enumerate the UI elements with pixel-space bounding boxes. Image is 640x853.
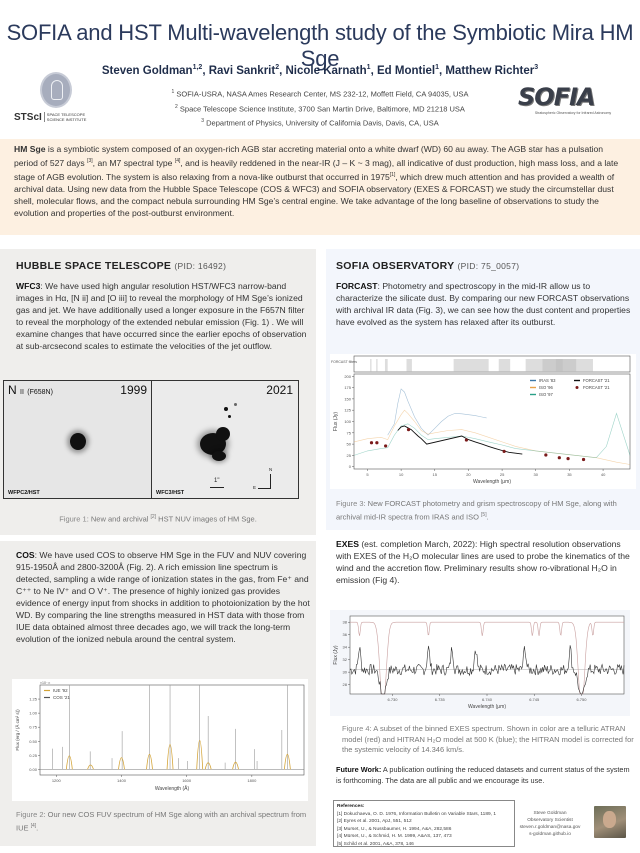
author-affil: 1,2: [192, 64, 203, 71]
x-tick-label: 6.735: [434, 697, 445, 702]
contact-email[interactable]: steven.r.goldman@nasa.gov: [519, 825, 581, 830]
reference-item: [3] Murset, U., & Nussbaumer, H. 1994, A&A, 282,586: [337, 826, 452, 832]
instrument-label: WFPC2/HST: [8, 490, 40, 496]
y-tick-label: 150: [344, 396, 351, 402]
x-tick-label: 5: [366, 472, 369, 477]
y-tick-label: 32: [342, 657, 347, 663]
reference-item: [1] Dokuchaeva, O. D. 1976, Information Bulletin on Variable Stars, 1189, 1: [337, 811, 497, 817]
contact-name: Steve Goldman: [533, 811, 567, 816]
iue-emission-line: [88, 765, 94, 769]
forcast-filter-band: [407, 359, 412, 372]
forcast-photometry-point: [407, 428, 410, 431]
legend-marker: [576, 386, 579, 389]
legend-label: FORCAST '21: [583, 378, 610, 383]
references-box: [333, 800, 515, 847]
compass-east-label: E: [253, 485, 257, 490]
author-list: Steven Goldman$^{1,2}$, Ravi Sankrit$^2$, Nicole Karnath$^1$, Ed Montiel$^1$, Matthew Richter$^3$: [101, 64, 539, 77]
hst-panel: [0, 249, 316, 535]
plot-frame: [40, 685, 304, 775]
sofia-section-title: SOFIA OBSERVATORY (PID: 75_0057): [336, 260, 520, 272]
author: Ed Montiel: [376, 64, 436, 77]
forcast-filter-band: [376, 359, 377, 372]
author: Steven Goldman: [101, 64, 193, 77]
y-scale-note: ×10⁻¹²: [40, 681, 51, 685]
sofia-wordmark: SOFIA: [518, 83, 595, 111]
y-tick-label: 28: [342, 682, 347, 688]
forcast-photometry-point: [582, 458, 585, 461]
filter-panel-label: FORCAST filters: [331, 360, 357, 364]
author-affil: 1: [366, 64, 371, 71]
y-tick-label: 36: [342, 632, 347, 638]
sofia-tagline: Stratospheric Observatory for Infrared Astronomy: [534, 111, 612, 115]
y-tick-label: 0.75: [29, 724, 37, 730]
forcast-filter-band: [454, 359, 489, 372]
exes-spectrum-plot: [330, 610, 630, 716]
intro-paragraph: HM Sge is a symbiotic system composed of an oxygen-rich AGB star accreting material onto a white dwarf (WD) 60 au away. The AGB star has a pulsation period of 527 days [3], an M7 spectral type [4], and is heavily reddened in the near-IR (J – K ~ 3 mag), all indicative of dust production, high mass loss, and a late stage of AGB evolution. The system is also relaxing from a nova-like outburst that occurred in 1975[1], which drew much attention and has provided a wealth of archival data. Using new data from the Hubble Space Telescope (COS & WFC3) and SOFIA observatory (EXES & FORCAST) we study the circumstellar dust shell, molecular flows, and the compact nebula surrounding HM Sge’s central engine. We take advantage of the long baseline of observations to study the evolution and properties of the post-outburst environment.: [0, 139, 640, 235]
y-axis-label: Flux (Jy): [333, 645, 339, 665]
author-affil: 1: [435, 64, 440, 71]
y-tick-label: 200: [344, 373, 351, 379]
y-tick-label: 1.00: [29, 710, 37, 716]
exes-panel: [326, 536, 640, 798]
x-tick-label: 10: [398, 472, 404, 477]
sofia-panel: [326, 249, 640, 530]
y-tick-label: 50: [346, 441, 351, 447]
x-axis-label: Wavelength (Å): [154, 786, 190, 792]
cos-paragraph: COS: We have used COS to observe HM Sge in the FUV and NUV covering 915-1950Å and 2800-3200Å (Fig. 2). A rich emission line spectrum is detected, sampling a wide range of ionization states in the gas, from Fe⁺ and C⁺⁺ to Ne IV⁺ and O V⁺. The presence of highly ionized gas provides evidence of energy input from shocks in addition to photoionization by the hot WD. By comparing the line strengths measured in HST data with those from IUE data obtained almost three decades ago, we will track the long-term evolution of the ionized nebula around the central system.: [16, 550, 310, 644]
forcast-photometry-point: [566, 457, 569, 460]
y-tick-label: 25: [346, 452, 351, 458]
x-tick-label: 6.745: [529, 697, 540, 702]
contact-website[interactable]: s-goldman.github.io: [529, 832, 571, 837]
compass-east-arrow: [258, 488, 271, 489]
x-tick-label: 6.740: [481, 697, 493, 702]
reference-item: [2] Eyres et al. 2001, ApJ, 551, 512: [337, 819, 412, 824]
y-tick-label: 0: [348, 464, 351, 470]
y-tick-label: 175: [344, 385, 351, 391]
image-1999: N II (F658N) 1999 WFPC2/HST: [3, 380, 153, 499]
author: Ravi Sankrit: [208, 64, 276, 77]
author-affil: 2: [275, 64, 280, 71]
x-axis-label: Wavelength (μm): [468, 704, 506, 710]
forcast-photometry-point: [375, 441, 378, 444]
y-tick-label: 75: [346, 430, 351, 436]
y-tick-label: 30: [342, 669, 347, 675]
scale-bar-label: 1": [214, 478, 220, 484]
affiliation: $^1$ SOFIA-USRA, NASA Ames Research Center, MS 232-12, Moffett Field, CA 94035, USA: [171, 89, 469, 99]
compass-north-label: N: [269, 467, 273, 472]
reference-item: [5] Schild et al. 2001, A&A, 378, 146: [337, 841, 414, 847]
x-tick-label: 1800: [247, 778, 257, 783]
y-tick-label: 100: [344, 419, 351, 424]
x-tick-label: 1400: [117, 778, 126, 783]
forcast-photometry-point: [503, 450, 506, 453]
stsci-logo: STScI SPACE TELESCOPE SCIENCE INSTITUTE: [14, 72, 94, 126]
stsci-seal-icon: [40, 72, 72, 108]
figure-3-chart: [330, 354, 636, 489]
forcast-photometry-point: [544, 453, 547, 456]
instrument-label: WFC3/HST: [156, 490, 185, 496]
figure-2-caption: Figure 2: Our new COS FUV spectrum of HM Sge along with an archival spectrum from IUE [4].: [16, 810, 307, 832]
sofia-logo: [518, 85, 628, 119]
y-tick-label: 125: [344, 407, 351, 413]
affiliation: $^3$ Department of Physics, University of California Davis, Davis, CA, USA: [201, 118, 439, 128]
forcast-photometry-point: [370, 441, 373, 444]
figure-4-chart: [330, 610, 630, 716]
x-tick-label: 30: [533, 472, 538, 477]
x-tick-label: 20: [466, 472, 471, 477]
references-heading: References:: [337, 804, 365, 809]
figure-2-chart: [12, 679, 308, 801]
stsci-abbr: STScI: [14, 112, 42, 123]
series-line-0: [388, 389, 487, 435]
author-affil: 3: [534, 64, 539, 71]
hst-section-title: HUBBLE SPACE TELESCOPE (PID: 16492): [16, 260, 227, 272]
x-tick-label: 40: [600, 472, 606, 477]
x-tick-label: 1600: [182, 778, 192, 783]
y-tick-label: 0.50: [29, 738, 37, 744]
year-label: 1999: [120, 383, 147, 397]
forcast-filter-band: [370, 359, 371, 372]
plot-frame: [350, 616, 624, 694]
legend-label: FORCAST '21: [583, 385, 610, 390]
x-tick-label: 15: [432, 472, 438, 477]
x-tick-label: 6.750: [576, 697, 587, 702]
series-line-2: [354, 413, 630, 457]
author: Nicole Karnath: [285, 64, 367, 77]
forcast-photometry-point: [384, 444, 387, 447]
legend-label: IUE '92: [53, 688, 68, 693]
compass-north-arrow: [270, 474, 271, 489]
poster-title: SOFIA and HST Multi-wavelength study of the Symbiotic Mira HM Sge: [6, 20, 634, 71]
author: Matthew Richter: [445, 64, 535, 77]
y-tick-label: 34: [342, 644, 347, 650]
cos-panel: [0, 541, 316, 846]
x-tick-label: 35: [567, 472, 572, 477]
exes-paragraph: EXES (est. completion March, 2022): High spectral resolution observations with EXES of the H₂O molecular lines are used to probe the kinematics of the wind and the accretion flow. Preliminary results show ro-vibrational H₂O in emission (Fig 4).: [336, 539, 630, 585]
y-tick-label: 1.25: [29, 696, 37, 702]
y-axis-label: Flux (Jy): [333, 411, 339, 432]
contact-info: [515, 810, 585, 838]
scale-bar: [210, 487, 224, 488]
author-photo: [594, 806, 626, 838]
y-tick-label: 38: [342, 619, 347, 625]
reference-item: [4] Mürset, U., & Schmid, H. M. 1999, A&AS, 137, 473: [337, 834, 452, 839]
legend-label: IRAS '83: [539, 378, 556, 383]
y-tick-label: 0.00: [29, 766, 37, 772]
contact-role: Observatory Scientist: [527, 818, 573, 823]
year-label: 2021: [266, 383, 293, 397]
forcast-sed-plot: [330, 354, 636, 489]
image-2021: [151, 380, 299, 499]
x-tick-label: 1200: [51, 778, 61, 783]
figure-3-caption: Figure 3: New FORCAST photometry and grism spectroscopy of HM Sge, along with archival mid-IR spectra from IRAS and ISO [5].: [336, 499, 617, 521]
y-axis-label: Flux (erg / (Å cm² s)): [15, 709, 20, 751]
cos-spectrum-plot: [12, 679, 308, 801]
x-axis-label: Wavelength (μm): [473, 479, 511, 485]
y-tick-label: 0.25: [29, 752, 37, 758]
affiliation: $^2$ Space Telescope Science Institute, 3700 San Martin Drive, Baltimore, MD 21218 USA: [175, 103, 465, 113]
forcast-filter-band: [385, 359, 388, 372]
legend-label: COS '21: [53, 695, 70, 700]
x-tick-label: 25: [499, 472, 505, 477]
iue-emission-line: [118, 758, 124, 770]
figure-4-caption: Figure 4: A subset of the binned EXES spectrum. Shown in color are a telluric ATRAN model (red) and HITRAN H₂O model at 500 K (blue); the HITRAN model is corrected for the systemic velocity of 14.346 km/s.: [342, 724, 634, 754]
affiliations: [130, 86, 510, 130]
forcast-filter-band: [556, 359, 593, 372]
x-tick-label: 6.730: [387, 697, 398, 702]
legend-label: ISO '97: [539, 392, 553, 397]
forcast-paragraph: FORCAST: Photometry and spectroscopy in the mid-IR allow us to characterize the silicate dust. By comparing our new FORCAST observations with archival IR data (Fig. 3), we can see how the dust content and properties have evolved as the system has relaxed after its outburst.: [336, 281, 631, 327]
forcast-photometry-point: [465, 438, 468, 441]
forcast-filter-band: [499, 359, 510, 372]
figure-1-caption: Figure 1: New and archival [2] HST NUV images of HM Sge.: [59, 514, 257, 524]
future-work: Future Work: A publication outlining the reduced datasets and current status of the system is forthcoming. The data are all public and we encourage its use.: [336, 765, 630, 785]
forcast-photometry-point: [558, 456, 561, 459]
legend-label: ISO '96: [539, 385, 553, 390]
wfc3-paragraph: WFC3: We have used high angular resolution HST/WFC3 narrow-band images in Hα, [N ii] and [O iii] to reveal the morphology of HM Sge’s ionized gas and jet. We have additionally used a longer exposure in the F657N filter to reveal the morphology of the extended nebular emission (Fig. 1) . We will examine changes that have occurred since the earlier epochs of observation at sub-arcsecond scales to estimate the velocities of the jet outflow.: [16, 281, 307, 351]
